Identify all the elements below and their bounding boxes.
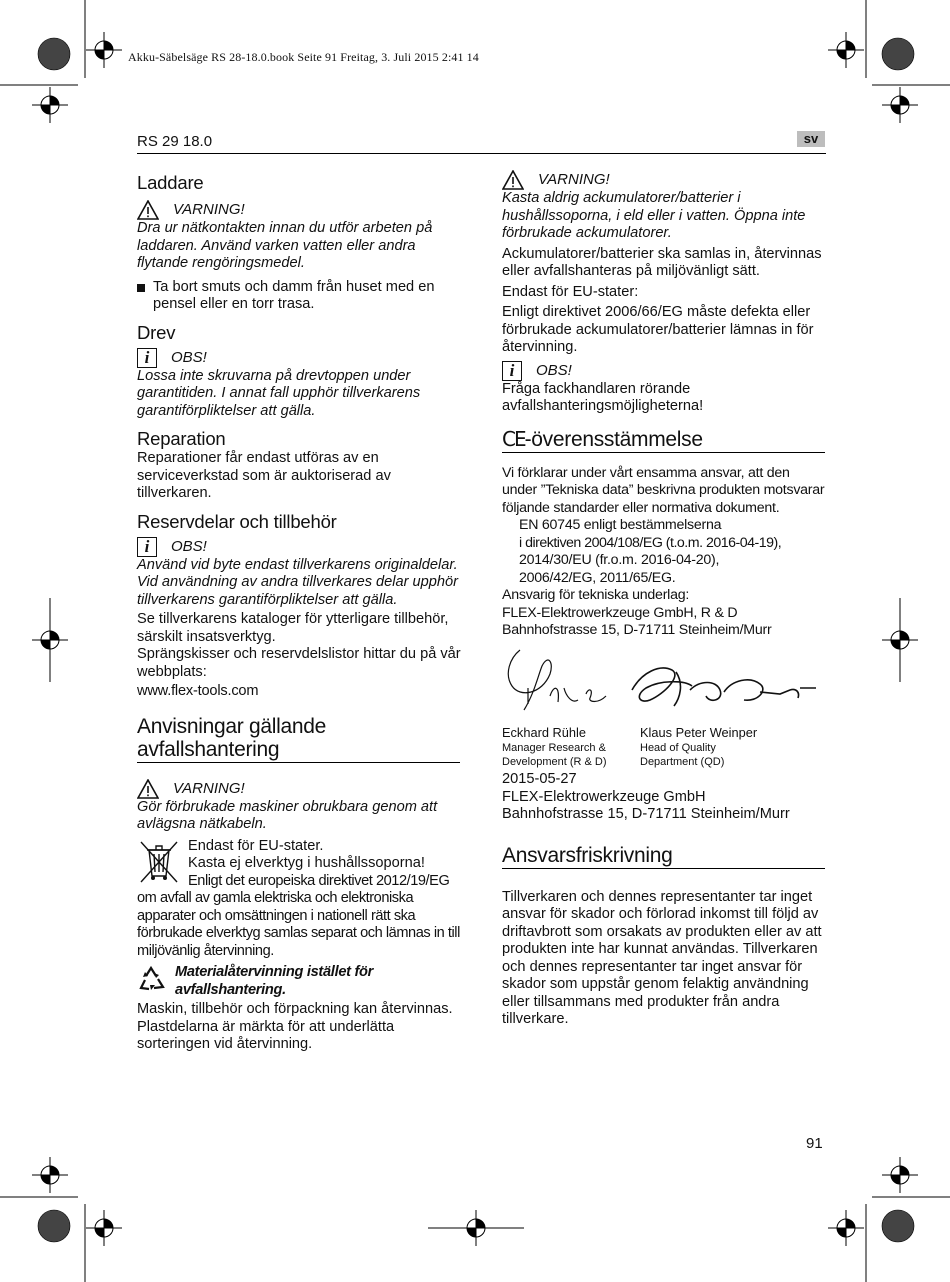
running-header: RS 29 18.0 — [137, 133, 213, 150]
warning-label: VARNING! — [538, 171, 610, 189]
standard-line: 2014/30/EU (fr.o.m. 2016-04-20), — [519, 552, 720, 568]
paragraph: Kasta ej elverktyg i hushållssoporna! — [188, 855, 425, 871]
standard-line: i direktiven 2004/108/EG (t.o.m. 2016-04-19), — [519, 534, 782, 551]
paragraph: Maskin, tillbehör och förpackning kan återvinnas. Plastdelarna är märkta för att underlätta sorteringen vid återvinning. — [137, 1001, 453, 1052]
recycle-block — [137, 964, 462, 999]
note-label: OBS! — [171, 537, 207, 555]
standard-line: EN 60745 enligt bestämmelserna — [519, 517, 722, 533]
paragraph: Endast för EU-stater. — [188, 837, 324, 854]
warning-text: Dra ur nätkontakten innan du utför arbeten på laddaren. Använd varken vatten eller andra flytande rengöringsmedel. — [137, 220, 433, 271]
signer-title: Manager Research & — [502, 742, 606, 754]
crossed-bin-icon — [137, 838, 181, 886]
paragraph: Ansvarig för tekniska underlag: — [502, 587, 690, 603]
signature-weinper — [620, 650, 820, 720]
section-rule — [502, 868, 825, 869]
signatures — [502, 640, 827, 722]
section-heading-ce — [502, 428, 827, 451]
paragraph: FLEX-Elektrowerkzeuge GmbH, R & D — [502, 604, 738, 621]
paragraph: Reparationer får endast utföras av en serviceverkstad som är auktoriserad av tillverkaren. — [137, 450, 391, 501]
note-text: Använd vid byte endast tillverkarens originaldelar. Vid användning av andra tillverkares delar upphör tillverkarens garantiförpliktelser att gälla. — [137, 556, 458, 608]
declaration-date: 2015-05-27 — [502, 771, 577, 787]
section-rule — [502, 452, 825, 453]
warning-triangle-icon — [502, 170, 524, 190]
section-heading-reparation: Reparation — [137, 428, 226, 449]
list-item — [137, 279, 462, 314]
paragraph: Enligt det europeiska direktivet 2012/19/EG om avfall av gamla elektriska och elektroniska apparater och omsättningen i nationell rätt ska förbrukade elverktyg samlas separat och lämnas in till miljövänlig återvinning. — [137, 872, 460, 959]
info-icon: i — [137, 537, 157, 557]
page-number: 91 — [806, 1135, 823, 1152]
note-label: OBS! — [536, 361, 572, 379]
print-info: Akku-Säbelsäge RS 28-18.0.book Seite 91 Freitag, 3. Juli 2015 2:41 14 — [128, 50, 479, 64]
note-label: OBS! — [171, 348, 207, 366]
paragraph: Bahnhofstrasse 15, D-71711 Steinheim/Murr — [502, 806, 790, 822]
left-column — [137, 172, 462, 1054]
paragraph: Endast för EU-stater: — [502, 283, 639, 300]
right-column — [502, 170, 827, 1029]
section-heading-avfall: Anvisningar gällande avfallshantering — [137, 714, 326, 761]
paragraph: Vi förklarar under vårt ensamma ansvar, att den under ”Tekniska data” beskrivna produkten motsvarar följande standarder eller normativa dokument. — [502, 464, 825, 516]
warning-triangle-icon — [137, 779, 159, 799]
paragraph: Ackumulatorer/batterier ska samlas in, återvinnas eller avfallshanteras på miljövänligt sätt. — [502, 245, 822, 279]
paragraph: Bahnhofstrasse 15, D-71711 Steinheim/Murr — [502, 622, 772, 638]
header-rule — [137, 153, 826, 154]
info-icon: i — [137, 348, 157, 368]
signer-name: Eckhard Rühle — [502, 724, 586, 740]
warning-label: VARNING! — [173, 779, 245, 797]
warning-triangle-icon — [137, 200, 159, 220]
warning-block-header — [137, 200, 462, 220]
signature-ruehle — [502, 644, 622, 714]
website-link[interactable]: www.flex-tools.com — [137, 683, 259, 699]
signer-title: Development (R & D) — [502, 756, 607, 768]
paragraph: Enligt direktivet 2006/66/EG måste defekta eller förbrukade ackumulatorer/batterier lämnas in för återvinning. — [502, 304, 814, 355]
language-tag: sv — [797, 131, 825, 147]
recycle-icon — [137, 964, 167, 994]
signer-title: Department (QD) — [640, 756, 725, 768]
recycle-label: Materialåtervinning istället för avfallshantering. — [175, 964, 374, 998]
note-text: Lossa inte skruvarna på drevtoppen under garantitiden. I annat fall upphör tillverkarens garantiförpliktelser att gälla. — [137, 367, 421, 419]
note-block-header — [137, 348, 462, 368]
paragraph: FLEX-Elektrowerkzeuge GmbH — [502, 788, 706, 805]
warning-label: VARNING! — [173, 201, 245, 219]
section-heading-ansvar: Ansvarsfriskrivning — [502, 843, 673, 867]
ce-mark: CE — [502, 426, 525, 451]
section-heading-text: -överensstämmelse — [524, 427, 703, 451]
list-item-text: Ta bort smuts och damm från huset med en pensel eller en torr trasa. — [153, 278, 435, 312]
signer-title: Head of Quality — [640, 742, 716, 754]
paragraph: Tillverkaren och dennes representanter tar inget ansvar för skador och förlorad inkomst till följd av driftavbrott som orsakats av produkten eller av att produkten inte har kunnat användas. Tillverkaren och dennes representanter tar inget ansvar för skador som uppstår genom felaktig användning eller tillsammans med produkter från andra tillverkare. — [502, 888, 822, 1027]
warning-block-header — [137, 779, 462, 799]
warning-text: Gör förbrukade maskiner obrukbara genom att avlägsna nätkabeln. — [137, 798, 438, 832]
signer-name: Klaus Peter Weinper — [640, 724, 758, 740]
section-heading-drev: Drev — [137, 321, 176, 343]
paragraph: Sprängskisser och reservdelslistor hittar du på vår webbplats: — [137, 646, 461, 680]
section-heading-laddare: Laddare — [137, 172, 204, 193]
paragraph: Se tillverkarens kataloger för ytterligare tillbehör, särskilt insatsverktyg. — [137, 611, 449, 645]
bullet-square-icon — [137, 284, 145, 292]
warning-block-header — [502, 170, 827, 190]
standard-line: 2006/42/EG, 2011/65/EG. — [519, 569, 676, 586]
note-text: Fråga fackhandlaren rörande avfallshanteringsmöjligheterna! — [502, 380, 704, 414]
info-icon: i — [502, 361, 522, 381]
warning-text: Kasta aldrig ackumulatorer/batterier i hushållssoporna, i eld eller i vatten. Öppna inte förbrukade ackumulatorer. — [502, 190, 806, 241]
note-block-header — [137, 537, 462, 557]
section-rule — [137, 762, 460, 763]
section-heading-reservdelar: Reservdelar och tillbehör — [137, 510, 337, 532]
weee-block — [137, 838, 462, 961]
note-block-header — [502, 361, 827, 381]
signer-block — [502, 724, 827, 770]
